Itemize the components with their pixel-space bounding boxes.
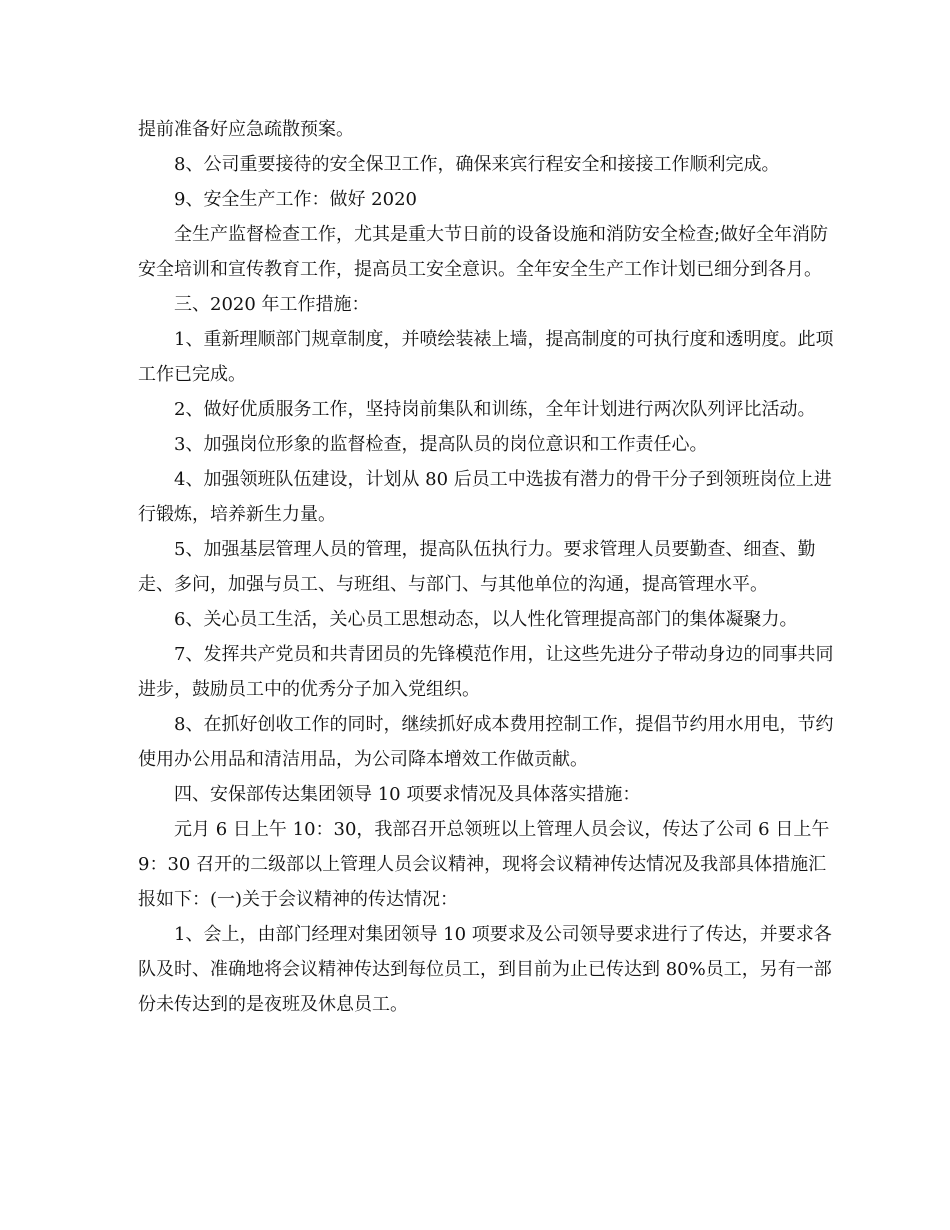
paragraph-measure-4: 4、加强领班队伍建设，计划从 80 后员工中选拔有潜力的骨干分子到领班岗位上进行锻炼，培养新生力量。 bbox=[138, 469, 832, 525]
paragraph-measure-5: 5、加强基层管理人员的管理，提高队伍执行力。要求管理人员要勤查、细查、勤走、多问，加强与员工、与班组、与部门、与其他单位的沟通，提高管理水平。 bbox=[138, 539, 816, 595]
paragraph-meeting-summary: 元月 6 日上午 10：30，我部召开总领班以上管理人员会议，传达了公司 6 日上午 9：30 召开的二级部以上管理人员会议精神，现将会议精神传达情况及我部具体措施汇报如下：(一)关于会议精神的传达情况： bbox=[138, 819, 836, 910]
section-heading-requirements: 四、安保部传达集团领导 10 项要求情况及具体落实措施： bbox=[174, 784, 641, 805]
paragraph-continuation: 提前准备好应急疏散预案。 bbox=[138, 119, 354, 140]
paragraph-measure-8: 8、在抓好创收工作的同时，继续抓好成本费用控制工作，提倡节约用水用电，节约使用办公用品和清洁用品，为公司降本增效工作做贡献。 bbox=[138, 714, 834, 770]
paragraph-measure-3: 3、加强岗位形象的监督检查，提高队员的岗位意识和工作责任心。 bbox=[174, 434, 708, 455]
paragraph-measure-7: 7、发挥共产党员和共青团员的先锋模范作用，让这些先进分子带动身边的同事共同进步，鼓励员工中的优秀分子加入党组织。 bbox=[138, 644, 834, 700]
paragraph-meeting-item-1: 1、会上，由部门经理对集团领导 10 项要求及公司领导要求进行了传达，并要求各队及时、准确地将会议精神传达到每位员工，到目前为止已传达到 80%员工，另有一部份未传达到的是夜班及休息员工。 bbox=[138, 924, 832, 1015]
paragraph-item-8-reception-security: 8、公司重要接待的安全保卫工作，确保来宾行程安全和接接工作顺利完成。 bbox=[174, 154, 780, 175]
paragraph-measure-1: 1、重新理顺部门规章制度，并喷绘装裱上墙，提高制度的可执行度和透明度。此项工作已完成。 bbox=[138, 329, 834, 385]
paragraph-measure-2: 2、做好优质服务工作，坚持岗前集队和训练，全年计划进行两次队列评比活动。 bbox=[174, 399, 816, 420]
document-body bbox=[138, 112, 838, 1022]
paragraph-item-9-safety-production: 9、安全生产工作：做好 2020 bbox=[174, 189, 417, 210]
paragraph-measure-6: 6、关心员工生活，关心员工思想动态，以人性化管理提高部门的集体凝聚力。 bbox=[174, 609, 798, 630]
section-heading-measures: 三、2020 年工作措施： bbox=[174, 294, 370, 315]
paragraph-safety-inspection: 全生产监督检查工作，尤其是重大节日前的设备设施和消防安全检查;做好全年消防安全培训和宣传教育工作，提高员工安全意识。全年安全生产工作计划已细分到各月。 bbox=[138, 224, 829, 280]
